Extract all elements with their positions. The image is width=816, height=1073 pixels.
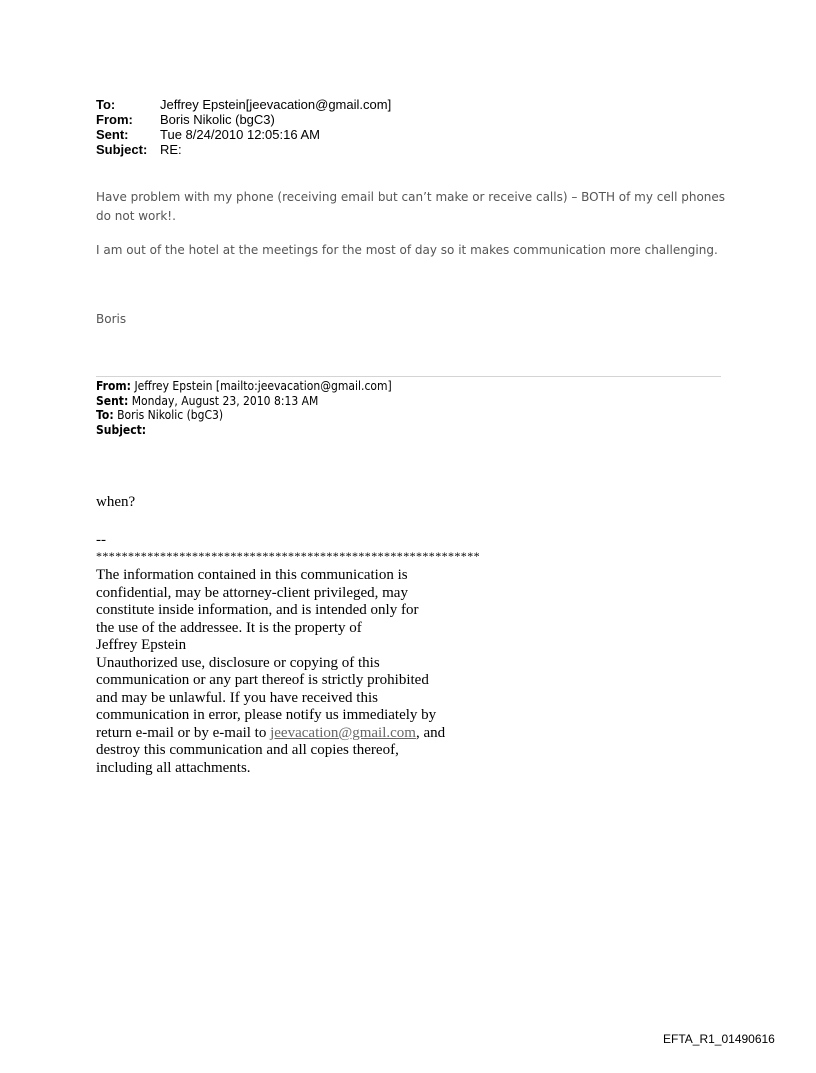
- document-id: EFTA_R1_01490616: [663, 1032, 775, 1046]
- disclaimer-line: the use of the addressee. It is the property of: [96, 619, 362, 636]
- disclaimer-line: destroy this communication and all copies thereof,: [96, 742, 399, 758]
- disclaimer-line-with-link: [96, 725, 476, 743]
- header-subject-row: [96, 142, 391, 157]
- fwd-to-value: Boris Nikolic (bgC3): [117, 408, 224, 422]
- forwarded-body: when?: [96, 494, 136, 510]
- fwd-from-row: [96, 379, 392, 394]
- to-value: Jeffrey Epstein[jeevacation@gmail.com]: [160, 97, 392, 112]
- disclaimer-line: communication in error, please notify us immediately by: [96, 707, 437, 723]
- to-label: To:: [96, 97, 116, 112]
- message-paragraph-2: I am out of the hotel at the meetings for the most of day so it makes communication more challenging.: [96, 243, 718, 257]
- disclaimer-text: return e-mail or by e-mail to: [96, 724, 271, 741]
- message-paragraph-1: Have problem with my phone (receiving email but can’t make or receive calls) – BOTH of my cell phones do not work!.: [96, 190, 726, 223]
- subject-label: Subject:: [96, 142, 148, 157]
- forwarded-header: [96, 379, 392, 437]
- fwd-subject-label: Subject:: [96, 422, 147, 437]
- fwd-from-value: Jeffrey Epstein [mailto:jeevacation@gmail.com]: [134, 379, 392, 393]
- asterisk-divider: ************************************************************: [96, 549, 480, 563]
- subject-value: RE:: [160, 142, 182, 157]
- disclaimer-line: confidential, may be attorney-client privileged, may: [96, 584, 408, 601]
- header-sent-row: [96, 127, 391, 142]
- fwd-sent-value: Monday, August 23, 2010 8:13 AM: [131, 393, 319, 408]
- disclaimer-text: , and: [415, 724, 446, 741]
- disclaimer-line: including all attachments.: [96, 759, 251, 776]
- disclaimer-line: and may be unlawful. If you have received this: [96, 689, 378, 706]
- confidentiality-disclaimer: [96, 567, 476, 777]
- email-link[interactable]: jeevacation@gmail.com: [270, 724, 416, 741]
- sent-label: Sent:: [96, 127, 129, 142]
- header-from-row: [96, 112, 391, 127]
- fwd-to-label: To:: [96, 408, 114, 422]
- fwd-sent-row: [96, 394, 392, 409]
- disclaimer-line: constitute inside information, and is intended only for: [96, 602, 419, 618]
- disclaimer-line: The information contained in this communication is: [96, 567, 408, 583]
- from-label: From:: [96, 112, 133, 127]
- fwd-subject-row: [96, 423, 392, 438]
- disclaimer-line: Jeffrey Epstein: [96, 637, 187, 653]
- reply-separator: [96, 376, 721, 377]
- fwd-from-label: From:: [96, 379, 132, 393]
- fwd-to-row: [96, 408, 392, 423]
- email-header: [96, 97, 391, 157]
- signature-dash: --: [96, 532, 106, 548]
- message-signature: Boris: [96, 312, 127, 326]
- sent-value: Tue 8/24/2010 12:05:16 AM: [160, 127, 320, 142]
- disclaimer-line: communication or any part thereof is strictly prohibited: [96, 672, 429, 688]
- disclaimer-line: Unauthorized use, disclosure or copying of this: [96, 654, 380, 671]
- header-to-row: [96, 97, 391, 112]
- from-value: Boris Nikolic (bgC3): [160, 112, 275, 127]
- fwd-sent-label: Sent:: [96, 393, 129, 408]
